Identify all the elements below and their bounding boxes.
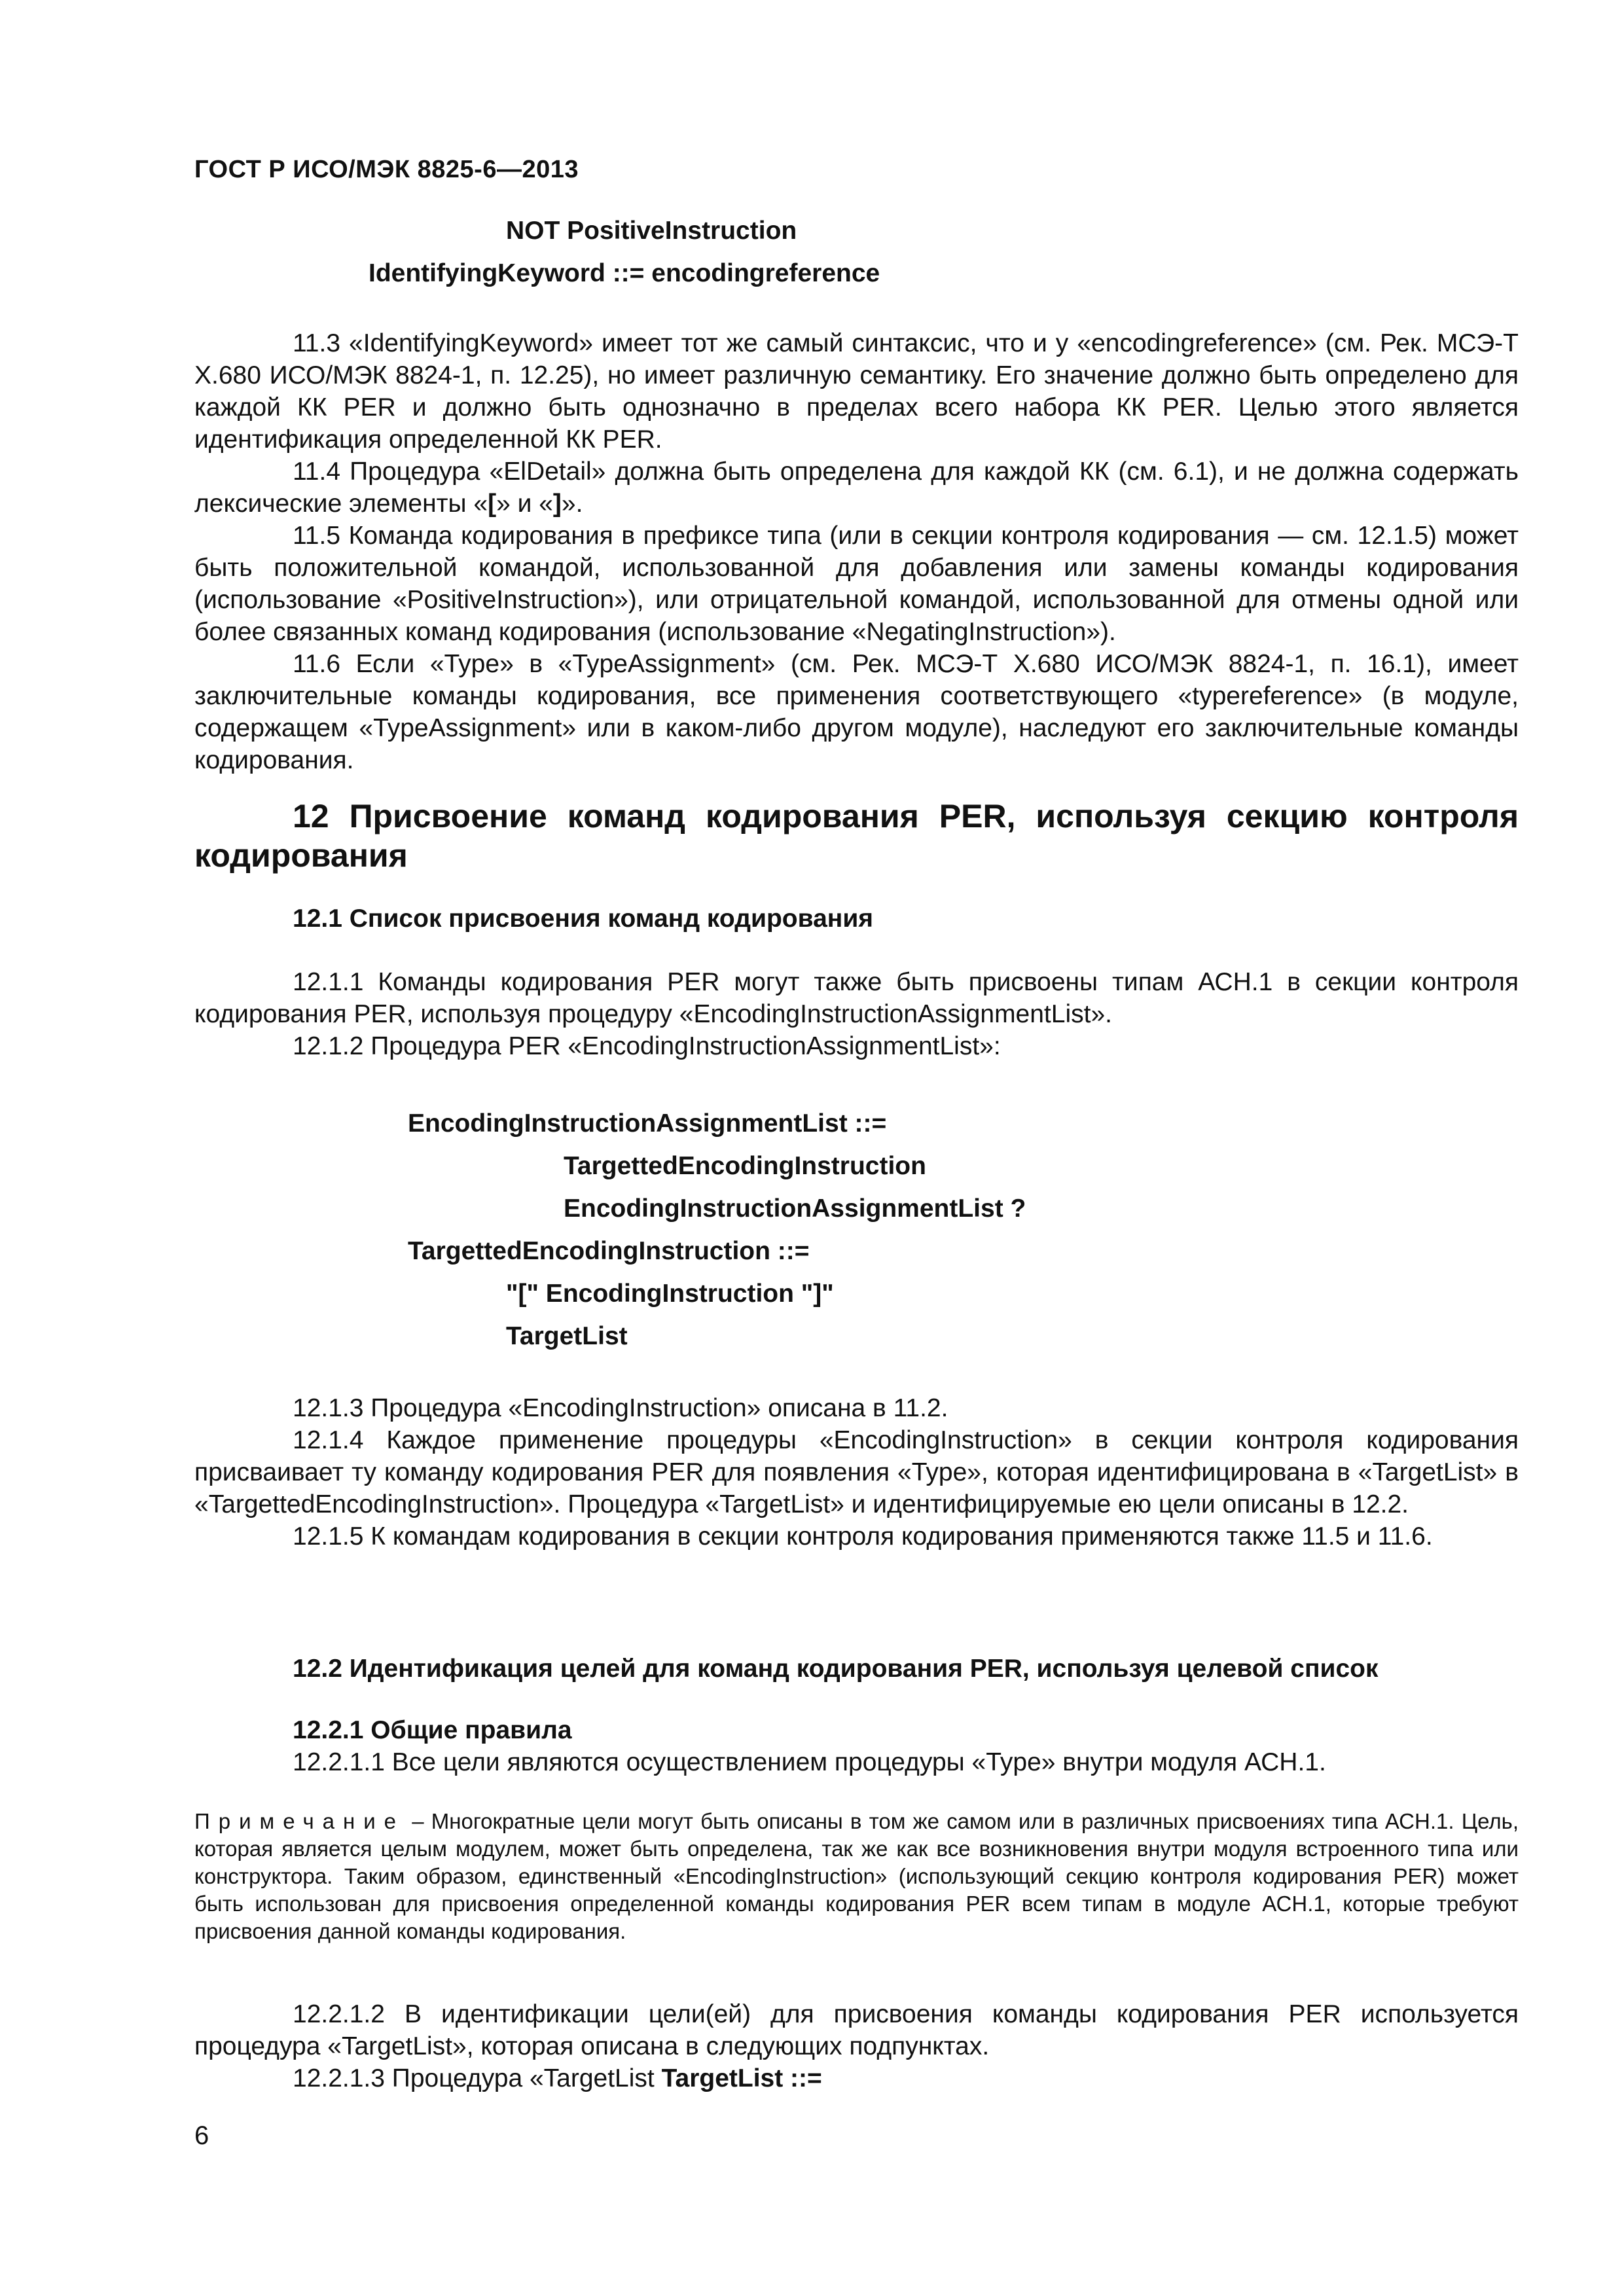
section-12-2-title: 12.2 Идентификация целей для команд кодирования PER, используя целевой список — [293, 1655, 1379, 1683]
document-header: ГОСТ Р ИСО/МЭК 8825-6—2013 — [194, 156, 579, 183]
grammar-line: TargettedEncodingInstruction ::= — [408, 1237, 810, 1265]
code-line: NOT PositiveInstruction — [506, 217, 797, 245]
paragraph-12-1-1: 12.1.1 Команды кодирования PER могут также быть присвоены типам АСН.1 в секции контроля кодирования PER, используя процедуру «EncodingInstructionAssignmentList». — [194, 968, 1519, 1028]
grammar-line: TargettedEncodingInstruction — [564, 1152, 926, 1180]
paragraph-12-1-4: 12.1.4 Каждое применение процедуры «EncodingInstruction» в секции контроля кодирования присваивает ту команду кодирования PER для появления «Type», которая идентифицирована в «TargetList» в «TargettedEncodingInstruction». Процедура «TargetList» и идентифицируемые ею цели описаны в 12.2. — [194, 1426, 1519, 1518]
page-number: 6 — [194, 2121, 209, 2150]
code-line: IdentifyingKeyword ::= encodingreference — [369, 259, 880, 287]
paragraph-11-3: 11.3 «IdentifyingKeyword» имеет тот же самый синтаксис, что и у «encodingreference» (см. Рек. МСЭ-Т Х.680 ИСО/МЭК 8824-1, п. 12.25), но имеет различную семантику. Его значение должно быть определено для каждой КК PER и должно быть однозначно в пределах всего набора КК PER. Целью этого является идентификация определенной КК PER. — [194, 329, 1519, 454]
paragraph-11-5: 11.5 Команда кодирования в префиксе типа (или в секции контроля кодирования — см. 12.1.5) может быть положительной командой, использованной для добавления или замены команды кодирования (использование «PositiveInstruction»), или отрицательной командой, использованной для отмены одной или более связанных команд кодирования (использование «NegatingInstruction»). — [194, 522, 1519, 646]
paragraph-11-4: 11.4 Процедура «ElDetail» должна быть определена для каждой КК (см. 6.1), и не должна содержать лексические элементы «[» и «]». — [194, 457, 1519, 518]
section-12-1-paragraphs — [194, 966, 1519, 1062]
note-paragraph — [194, 1808, 1519, 1945]
note-text: – Многократные цели могут быть описаны в том же самом или в различных присвоениях типа АСН.1. Цель, которая является целым модулем, может быть определена, так же как все возникновения внутри модуля встроенного типа или конструктора. Таким образом, единственный «EncodingInstruction» (использующий секцию контроля кодирования PER) может быть использован для присвоения определенной команды кодирования PER всем типам в модуле АСН.1, которые требуют присвоения данной команды кодирования. — [194, 1809, 1519, 1943]
paragraph-12-2-1-1-block — [194, 1746, 1519, 1778]
paragraph-12-1-2: 12.1.2 Процедура PER «EncodingInstructionAssignmentList»: — [293, 1032, 1001, 1060]
document-page — [194, 0, 1519, 2296]
paragraph-12-1-5: 12.1.5 К командам кодирования в секции контроля кодирования применяются также 11.5 и 11.6. — [293, 1522, 1433, 1551]
paragraph-12-1-3: 12.1.3 Процедура «EncodingInstruction» описана в 11.2. — [293, 1394, 948, 1422]
section-12-2-1-paragraphs — [194, 1998, 1519, 2094]
section-12-2-1-title: 12.2.1 Общие правила — [293, 1716, 572, 1744]
grammar-line: TargetList — [506, 1322, 628, 1350]
grammar-line: EncodingInstructionAssignmentList ::= — [408, 1109, 887, 1138]
note-label: Примечание — [194, 1809, 405, 1833]
section-11-paragraphs — [194, 327, 1519, 776]
grammar-line: EncodingInstructionAssignmentList ? — [564, 1194, 1026, 1223]
section-12-1-more-paragraphs — [194, 1392, 1519, 1552]
paragraph-12-2-1-2: 12.2.1.2 В идентификации цели(ей) для присвоения команды кодирования PER используется процедура «TargetList», которая описана в следующих подпунктах. — [194, 2000, 1519, 2060]
note-block — [194, 1808, 1519, 1945]
paragraph-11-6: 11.6 Если «Type» в «TypeAssignment» (см. Рек. МСЭ-Т Х.680 ИСО/МЭК 8824-1, п. 16.1), имеет заключительные команды кодирования, все применения соответствующего «typereference» (в модуле, содержащем «TypeAssignment» или в каком-либо другом модуле), наследуют его заключительные команды кодирования. — [194, 650, 1519, 774]
paragraph-12-2-1-1: 12.2.1.1 Все цели являются осуществлением процедуры «Type» внутри модуля АСН.1. — [293, 1748, 1326, 1776]
section-12-title: 12 Присвоение команд кодирования PER, используя секцию контроля кодирования — [194, 798, 1519, 874]
section-12-1-title: 12.1 Список присвоения команд кодирования — [293, 905, 874, 933]
paragraph-12-2-1-3: 12.2.1.3 Процедура «TargetList TargetList ::= — [293, 2064, 822, 2092]
grammar-line: "[" EncodingInstruction "]" — [506, 1280, 834, 1308]
